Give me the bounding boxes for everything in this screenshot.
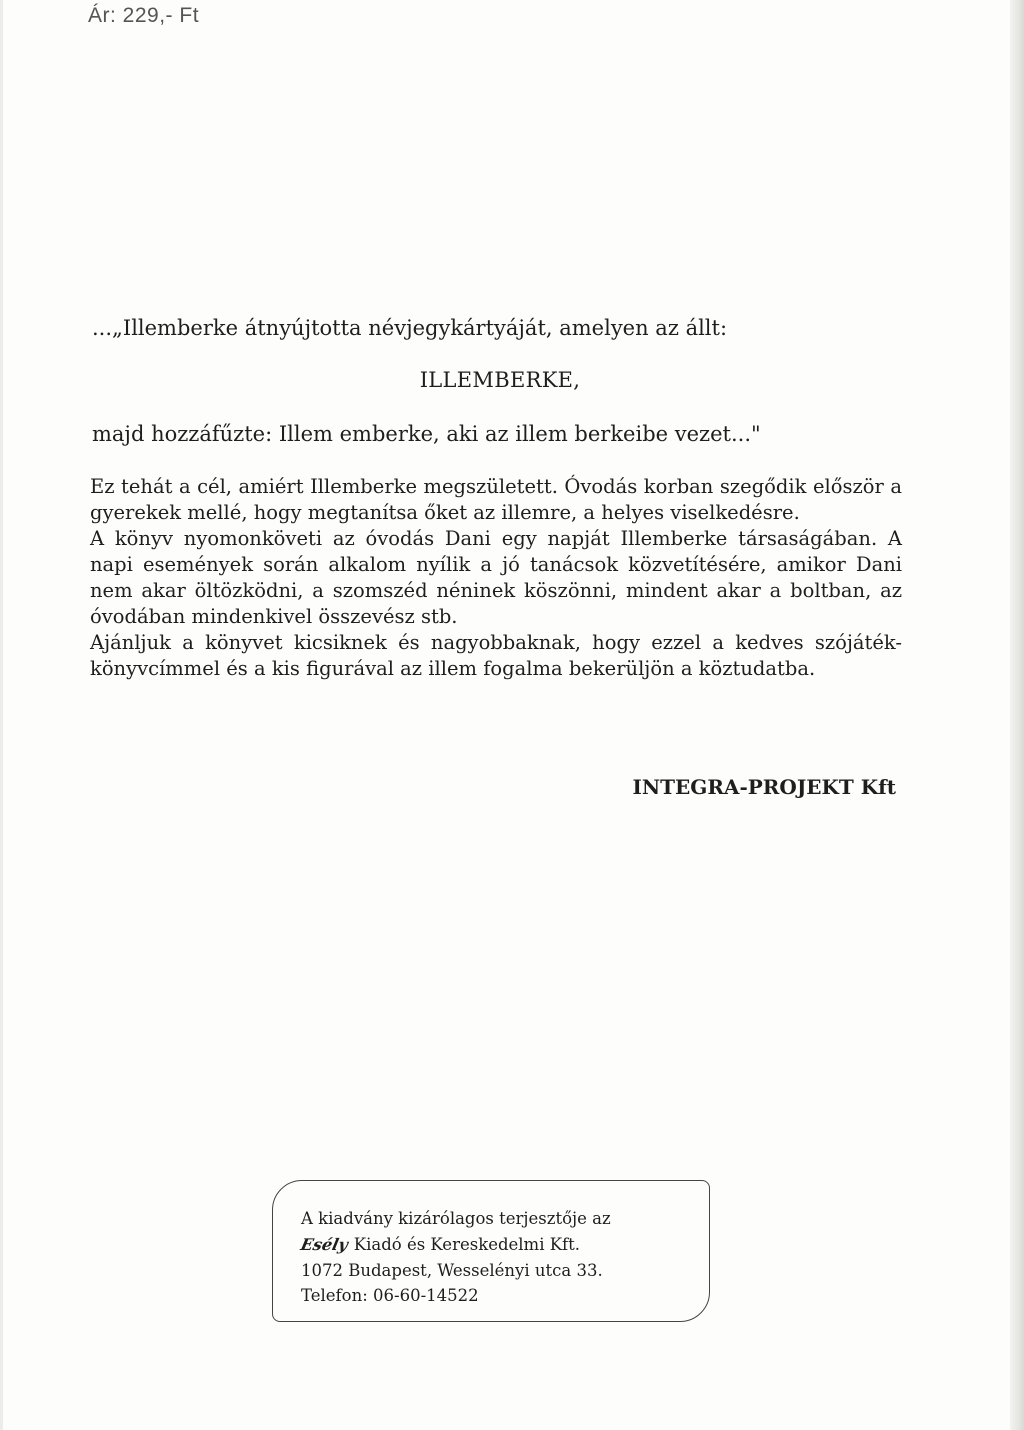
distributor-company: Kiadó és Kereskedelmi Kft.	[353, 1235, 581, 1254]
description-block	[90, 474, 902, 682]
distributor-line-1: A kiadvány kizárólagos terjesztője az	[301, 1209, 611, 1228]
distributor-address: 1072 Budapest, Wesselényi utca 33.	[301, 1261, 603, 1280]
intro-quote-line: ...„Illemberke átnyújtotta névjegykártyáját, amelyen az állt:	[92, 316, 728, 340]
publisher-signature: INTEGRA-PROJEKT Kft	[632, 775, 896, 799]
description-paragraph: Ez tehát a cél, amiért Illemberke megszületett. Óvodás korban szegődik először a gyerekek mellé, hogy megtanítsa őket az illemre, a helyes viselkedésre.	[90, 475, 902, 524]
description-paragraph: Ajánljuk a könyvet kicsiknek és nagyobbaknak, hogy ezzel a kedves szójáték-könyvcímmel és a kis figurával az illem fogalma bekerüljön a köztudatba.	[90, 631, 902, 680]
business-card-title: ILLEMBERKE,	[419, 368, 581, 392]
intro-quote-line-2: majd hozzáfűzte: Illem emberke, aki az illem berkeibe vezet..."	[92, 422, 761, 446]
price-label: Ár: 229,- Ft	[88, 4, 200, 27]
page-spine-edge	[1010, 0, 1024, 1430]
distributor-phone: Telefon: 06-60-14522	[301, 1286, 479, 1305]
distributor-info-box	[272, 1180, 710, 1322]
esely-logo: Esély	[298, 1235, 350, 1254]
description-paragraph: A könyv nyomonköveti az óvodás Dani egy napját Illemberke társaságában. A napi események során alkalom nyílik a jó tanácsok közvetítésére, amikor Dani nem akar öltözködni, a szomszéd néninek köszönni, mindent akar a boltban, az óvodában mindenkivel összevész stb.	[90, 527, 902, 628]
distributor-line-2	[298, 1235, 581, 1254]
page-left-edge	[0, 0, 3, 1430]
